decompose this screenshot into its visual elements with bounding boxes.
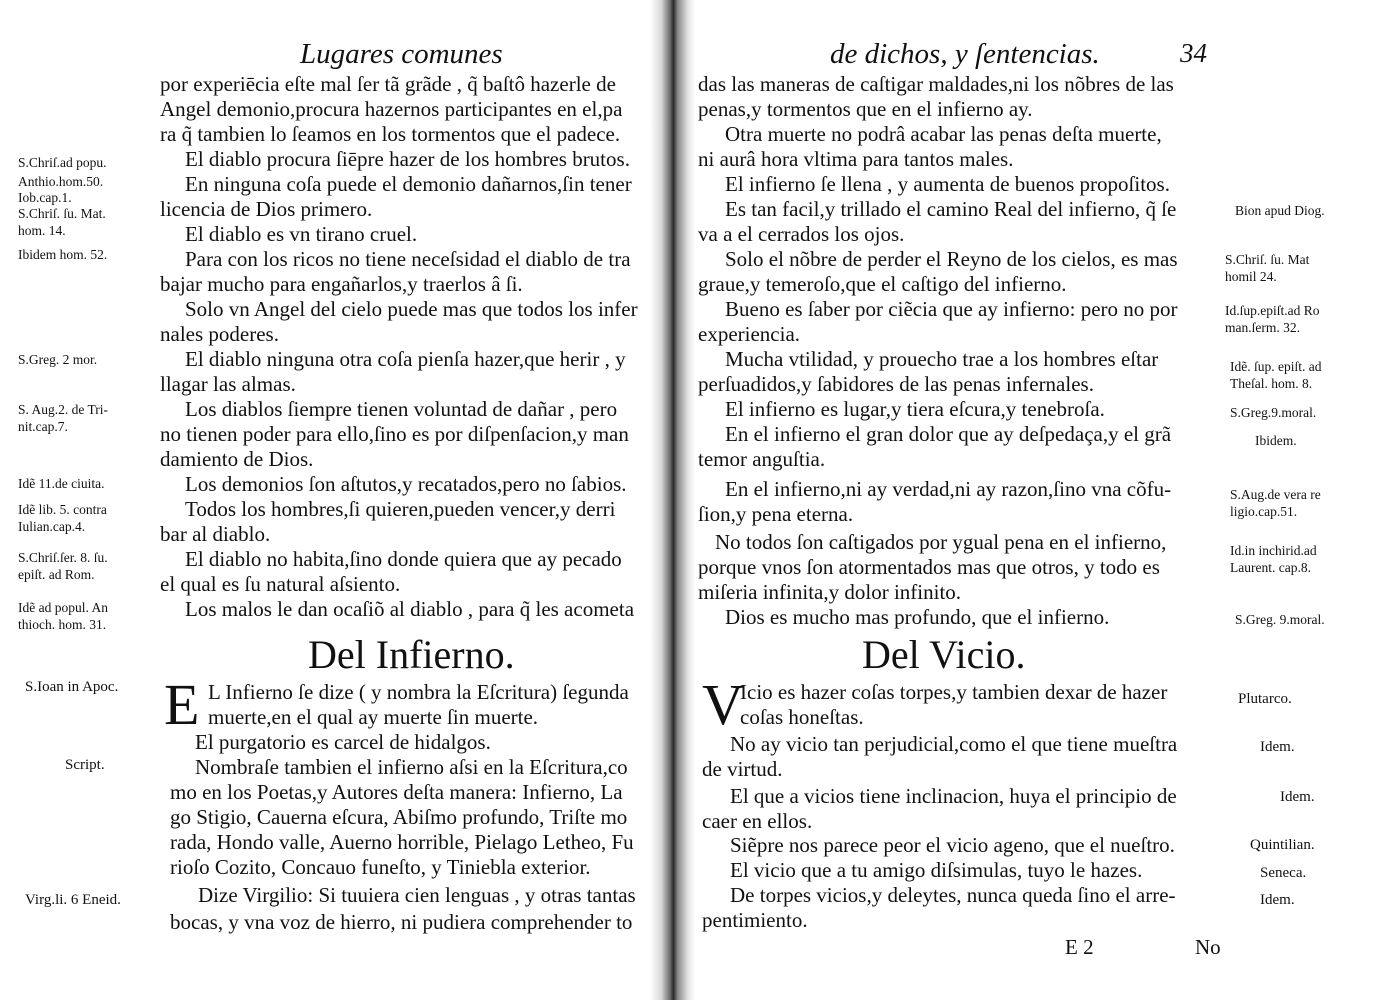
text-line: Los malos le dan ocaſiõ al diablo , para q̃ les acometa: [185, 597, 635, 621]
margin-note: Iob.cap.1.: [18, 190, 72, 205]
text-line: coſas honeſtas.: [740, 705, 864, 729]
margin-note: Iulian.cap.4.: [18, 519, 86, 534]
margin-note: ligio.cap.51.: [1230, 504, 1298, 519]
text-line: Los demonios ſon aſtutos,y recatados,pero no ſabios.: [185, 472, 627, 496]
text-line: No ay vicio tan perjudicial,como el que tiene mueſtra: [730, 732, 1178, 756]
text-line: porque vnos ſon atormentados mas que otros, y todo es: [698, 555, 1160, 579]
margin-note: Laurent. cap.8.: [1230, 560, 1311, 575]
text-line: El diablo ninguna otra coſa pienſa hazer,que herir , y: [185, 347, 626, 371]
text-line: No todos ſon caſtigados por ygual pena en el infierno,: [715, 530, 1167, 554]
text-line: L Infierno ſe dize ( y nombra la Eſcritura) ſegunda: [208, 680, 629, 704]
margin-note: nit.cap.7.: [18, 419, 68, 434]
text-line: penas,y tormentos que en el infierno ay.: [698, 97, 1033, 121]
text-line: En el infierno,ni ay verdad,ni ay razon,ſino vna cõfu-: [725, 477, 1172, 501]
margin-note: Idem.: [1260, 739, 1295, 755]
text-line: go Stigio, Cauerna eſcura, Abiſmo profundo, Triſte mo: [170, 805, 628, 829]
text-line: Es tan facil,y trillado el camino Real del infierno, q̃ ſe: [725, 197, 1177, 221]
text-line: bar al diablo.: [160, 522, 271, 546]
margin-note: Theſal. hom. 8.: [1230, 376, 1313, 391]
text-line: experiencia.: [698, 322, 801, 346]
margin-note: homil 24.: [1225, 269, 1277, 284]
margin-note: Plutarco.: [1238, 691, 1292, 707]
text-line: graue,y temeroſo,que el caſtigo del infierno.: [698, 272, 1067, 296]
text-line: ra q̃ tambien lo ſeamos en los tormentos que el padece.: [160, 122, 621, 146]
text-line: En el infierno el gran dolor que ay deſpedaça,y el grã: [725, 422, 1172, 446]
text-line: por experiēcia eſte mal ſer tã grãde , q̃ baſtô hazerle de: [160, 72, 616, 96]
section-title-vicio: Del Vicio.: [862, 632, 1026, 677]
text-line: Dios es mucho mas profundo, que el infierno.: [725, 605, 1110, 629]
margin-note: thioch. hom. 31.: [18, 617, 107, 632]
right-running-head: de dichos, y ſentencias.: [830, 38, 1100, 70]
margin-note: S.Greg. 2 mor.: [18, 352, 98, 367]
text-line: El infierno ſe llena , y aumenta de buenos propoſitos.: [725, 172, 1170, 196]
text-line: Siẽpre nos parece peor el vicio ageno, que el nueſtro.: [730, 833, 1175, 857]
text-line: De torpes vicios,y deleytes, nunca queda ſino el arre-: [730, 883, 1176, 907]
drop-cap: V: [702, 672, 744, 737]
text-line: muerte,en el qual ay muerte ſin muerte.: [208, 705, 539, 729]
text-line: bajar mucho para engañarlos,y traerlos â ſi.: [160, 272, 523, 296]
text-line: rada, Hondo valle, Auerno horrible, Pielago Letheo, Fu: [170, 830, 634, 854]
margin-note: S.Aug.de vera re: [1230, 487, 1321, 502]
margin-note: S.Chriſ. ſu. Mat.: [18, 206, 106, 221]
text-line: El vicio que a tu amigo diſsimulas, tuyo le hazes.: [730, 858, 1143, 882]
text-line: pentimiento.: [702, 908, 808, 932]
margin-note: Virg.li. 6 Eneid.: [25, 892, 121, 908]
text-line: El purgatorio es carcel de hidalgos.: [195, 730, 491, 754]
margin-note: Idẽ 11.de ciuita.: [18, 476, 105, 491]
text-line: das las maneras de caſtigar maldades,ni los nõbres de las: [698, 72, 1174, 96]
text-line: temor anguſtia.: [698, 447, 826, 471]
margin-note: Idem.: [1260, 892, 1295, 908]
margin-note: Anthio.hom.50.: [18, 174, 104, 189]
text-line: El diablo procura ſiēpre hazer de los hombres brutos.: [185, 147, 630, 171]
margin-note: Idẽ lib. 5. contra: [18, 502, 107, 517]
margin-note: Idem.: [1280, 789, 1315, 805]
margin-note: Ibidem.: [1255, 433, 1297, 448]
text-line: perſuadidos,y ſabidores de las penas infernales.: [698, 372, 1094, 396]
left-running-head: Lugares comunes: [300, 38, 503, 70]
text-line: Icio es hazer coſas torpes,y tambien dexar de hazer: [740, 680, 1168, 704]
text-line: ſion,y pena eterna.: [698, 502, 854, 526]
margin-note: S.Chriſ. ſu. Mat: [1225, 252, 1310, 267]
text-line: Solo vn Angel del cielo puede mas que todos los infer: [185, 297, 638, 321]
drop-cap: E: [164, 672, 200, 737]
text-line: Otra muerte no podrâ acabar las penas deſta muerte,: [725, 122, 1162, 146]
right-page: [690, 0, 1375, 1000]
text-line: licencia de Dios primero.: [160, 197, 373, 221]
margin-note: Script.: [65, 757, 105, 773]
page-number: 34: [1180, 38, 1207, 68]
margin-note: man.ſerm. 32.: [1225, 320, 1300, 335]
text-line: Todos los hombres,ſi quieren,pueden vencer,y derri: [185, 497, 616, 521]
margin-note: hom. 14.: [18, 223, 66, 238]
margin-note: S.Greg.9.moral.: [1230, 405, 1317, 420]
text-line: llagar las almas.: [160, 372, 296, 396]
text-line: va a el cerrados los ojos.: [698, 222, 905, 246]
text-line: El que a vicios tiene inclinacion, huya el principio de: [730, 784, 1177, 808]
text-line: Angel demonio,procura hazernos participantes en el,pa: [160, 97, 623, 121]
text-line: nales poderes.: [160, 322, 279, 346]
text-line: El infierno es lugar,y tiera eſcura,y tenebroſa.: [725, 397, 1105, 421]
margin-note: Idẽ ad popul. An: [18, 600, 108, 615]
margin-note: S. Aug.2. de Tri-: [18, 402, 109, 417]
margin-note: S.Ioan in Apoc.: [25, 679, 119, 695]
text-line: En ninguna coſa puede el demonio dañarnos,ſin tener: [185, 172, 632, 196]
text-line: Solo el nõbre de perder el Reyno de los cielos, es mas: [725, 247, 1178, 271]
text-line: bocas, y vna voz de hierro, ni pudiera comprehender to: [170, 910, 633, 934]
text-line: caer en ellos.: [702, 809, 813, 833]
text-line: Para con los ricos no tiene neceſsidad el diablo de tra: [185, 247, 631, 271]
margin-note: Id.ſup.epiſt.ad Ro: [1225, 303, 1320, 318]
left-page: [0, 0, 660, 1000]
margin-note: Bion apud Diog.: [1235, 203, 1325, 218]
text-line: El diablo es vn tirano cruel.: [185, 222, 418, 246]
margin-note: Idẽ. ſup. epiſt. ad: [1230, 359, 1322, 374]
margin-note: S.Chriſ.ſer. 8. ſu.: [18, 550, 108, 565]
signature-mark: E 2: [1065, 935, 1094, 959]
margin-note: S.Chriſ.ad popu.: [18, 155, 107, 170]
text-line: damiento de Dios.: [160, 447, 314, 471]
margin-note: Quintilian.: [1250, 837, 1315, 853]
section-title-infierno: Del Infierno.: [308, 632, 515, 677]
margin-note: Ibidem hom. 52.: [18, 247, 108, 262]
text-line: ni aurâ hora vltima para tantos males.: [698, 147, 1014, 171]
text-line: mo en los Poetas,y Autores deſta manera: Infierno, La: [170, 780, 623, 804]
text-line: Mucha vtilidad, y prouecho trae a los hombres eſtar: [725, 347, 1159, 371]
text-line: Los diablos ſiempre tienen voluntad de dañar , pero: [185, 397, 618, 421]
catchword: No: [1195, 935, 1221, 959]
text-line: rioſo Cozito, Concauo funeſto, y Tiniebla exterior.: [170, 855, 591, 879]
margin-note: S.Greg. 9.moral.: [1235, 612, 1325, 627]
margin-note: Id.in inchirid.ad: [1230, 543, 1317, 558]
text-line: Bueno es ſaber por ciẽcia que ay infierno: pero no por: [725, 297, 1178, 321]
text-line: El diablo no habita,ſino donde quiera que ay pecado: [185, 547, 622, 571]
text-line: Nombraſe tambien el infierno aſsi en la Eſcritura,co: [195, 755, 628, 779]
text-line: el qual es ſu natural aſsiento.: [160, 572, 401, 596]
margin-note: Seneca.: [1260, 865, 1307, 881]
text-line: no tienen poder para ello,ſino es por diſpenſacion,y man: [160, 422, 629, 446]
margin-note: epiſt. ad Rom.: [18, 567, 95, 582]
text-line: de virtud.: [702, 757, 783, 781]
text-line: miſeria infinita,y dolor infinito.: [698, 580, 962, 604]
text-line: Dize Virgilio: Si tuuiera cien lenguas , y otras tantas: [198, 883, 636, 907]
